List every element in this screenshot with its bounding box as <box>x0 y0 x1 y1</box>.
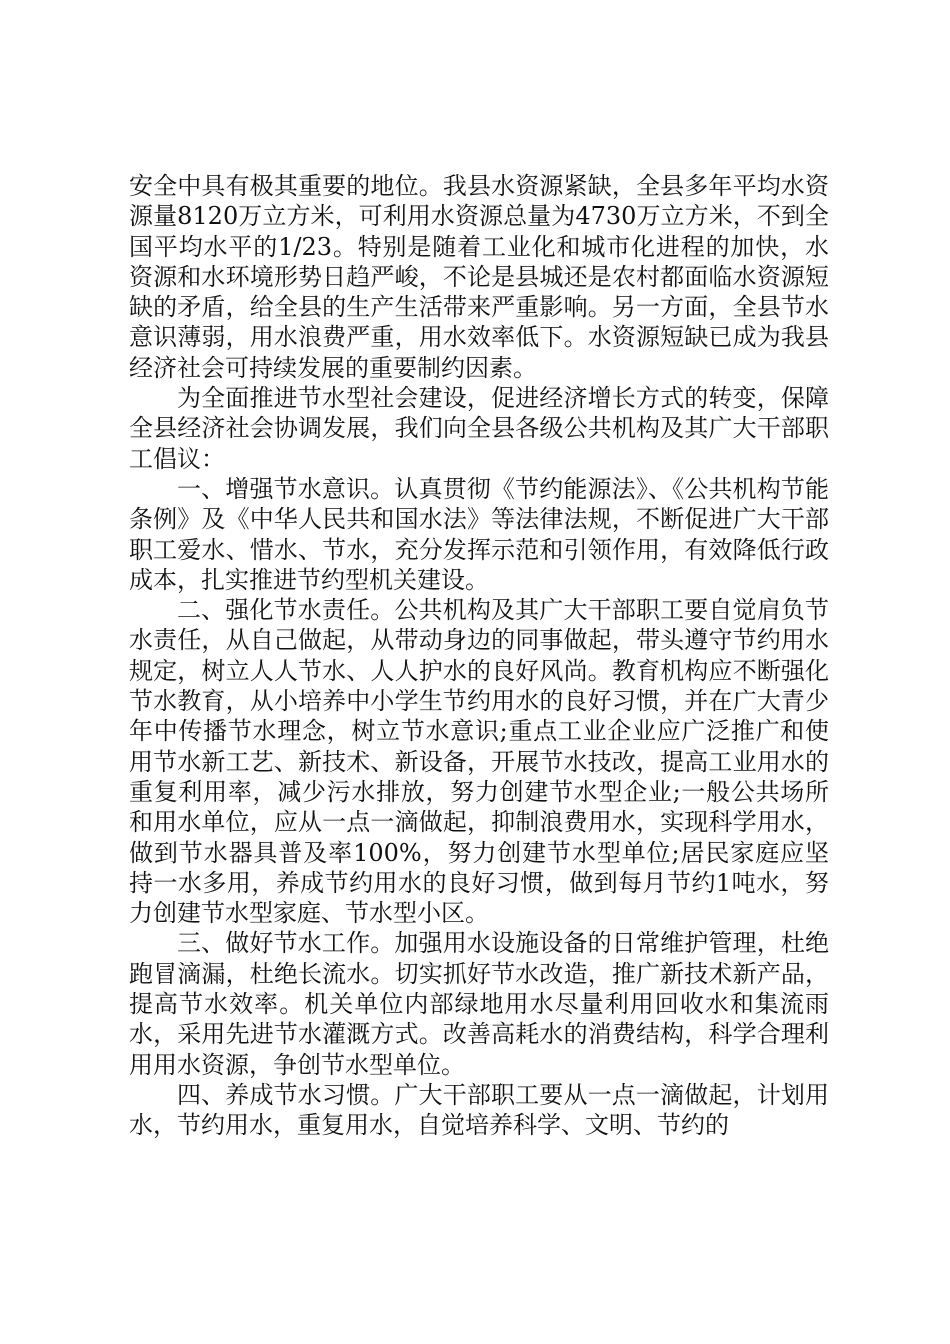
paragraph-initiative-intro: 为全面推进节水型社会建设，促进经济增长方式的转变，保障全县经济社会协调发展，我们向全县各级公共机构及其广大干部职工倡议： <box>129 384 829 473</box>
document-body <box>129 171 829 1141</box>
paragraph-item-1-awareness: 一、增强节水意识。认真贯彻《节约能源法》、《公共机构节能条例》及《中华人民共和国水法》等法律法规，不断促进广大干部职工爱水、惜水、节水，充分发挥示范和引领作用，有效降低行政成本，扎实推进节约型机关建设。 <box>129 474 829 594</box>
paragraph-water-resource-situation: 安全中具有极其重要的地位。我县水资源紧缺，全县多年平均水资源量8120万立方米，可利用水资源总量为4730万立方米，不到全国平均水平的1/23。特别是随着工业化和城市化进程的加快，水资源和水环境形势日趋严峻，不论是县城还是农村都面临水资源短缺的矛盾，给全县的生产生活带来严重影响。另一方面，全县节水意识薄弱，用水浪费严重，用水效率低下。水资源短缺已成为我县经济社会可持续发展的重要制约因素。 <box>129 172 829 382</box>
paragraph-item-3-work: 三、做好节水工作。加强用水设施设备的日常维护管理，杜绝跑冒滴漏，杜绝长流水。切实抓好节水改造，推广新技术新产品，提高节水效率。机关单位内部绿地用水尽量利用回收水和集流雨水，采用先进节水灌溉方式。改善高耗水的消费结构，科学合理利用用水资源，争创节水型单位。 <box>129 929 829 1079</box>
paragraph-item-2-responsibility: 二、强化节水责任。公共机构及其广大干部职工要自觉肩负节水责任，从自己做起，从带动身边的同事做起，带头遵守节约用水规定，树立人人节水、人人护水的良好风尚。教育机构应不断强化节水教育，从小培养中小学生节约用水的良好习惯，并在广大青少年中传播节水理念，树立节水意识;重点工业企业应广泛推广和使用节水新工艺、新技术、新设备，开展节水技改，提高工业用水的重复利用率，减少污水排放，努力创建节水型企业;一般公共场所和用水单位，应从一点一滴做起，抑制浪费用水，实现科学用水，做到节水器具普及率100%，努力创建节水型单位;居民家庭应坚持一水多用，养成节约用水的良好习惯，做到每月节约1吨水，努力创建节水型家庭、节水型小区。 <box>129 596 829 928</box>
paragraph-item-4-habits: 四、养成节水习惯。广大干部职工要从一点一滴做起，计划用水，节约用水，重复用水，自觉培养科学、文明、节约的 <box>129 1080 829 1140</box>
